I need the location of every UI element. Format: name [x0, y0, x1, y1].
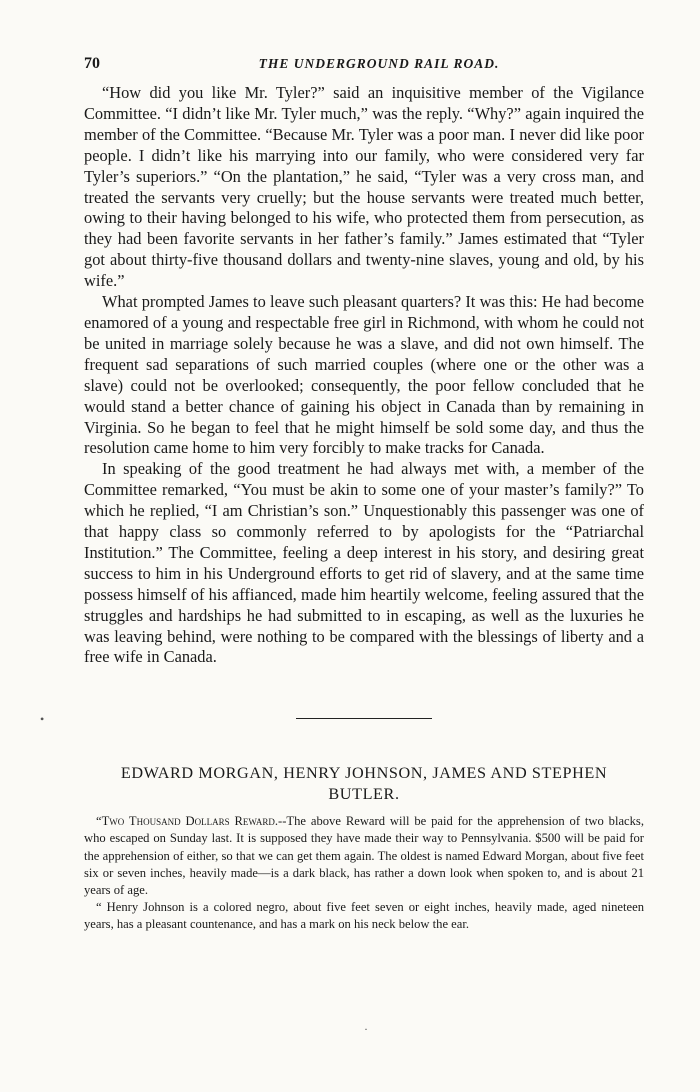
- book-page: [84, 55, 644, 933]
- body-text: [84, 83, 644, 668]
- running-title: THE UNDERGROUND RAIL ROAD.: [258, 56, 500, 71]
- paragraph-tyler: “How did you like Mr. Tyler?” said an inquisitive member of the Vigilance Committee. “I didn’t like Mr. Tyler much,” was the reply. “Why?” again inquired the member of the Committee. “Because Mr. Tyler was a poor man. I never did like poor people. I didn’t like his marrying into our family, who were considered very far Tyler’s superiors.” “On the plantation,” he said, “Tyler was a very cross man, and treated the servants very cruelly; but the house servants were treated much better, owing to their having belonged to his wife, who protected them from persecution, as they had been favorite servants in her father’s family.” James estimated that “Tyler got about thirty-five thousand dollars and twenty-nine slaves, young and old, by his wife.”: [84, 83, 644, 291]
- reward-notice-paragraph-2: “ Henry Johnson is a colored negro, about five feet seven or eight inches, heavily made, aged nineteen years, has a pleasant countenance, and has a mark on his neck below the ear.: [84, 899, 644, 931]
- section-heading: EDWARD MORGAN, HENRY JOHNSON, JAMES AND STEPHEN BUTLER.: [120, 764, 608, 804]
- margin-dot: ·: [364, 1022, 368, 1036]
- reward-notice-lead-in: “Two Thousand Dollars Reward.: [96, 814, 279, 829]
- reward-notice: [84, 813, 644, 933]
- section-divider: [296, 718, 432, 719]
- paragraph-motive: What prompted James to leave such pleasant quarters? It was this: He had become enamored of a young and respectable free girl in Richmond, with whom he could not be united in marriage solely because he was a slave, and did not own himself. The frequent sad separations of such married couples (where one or the other was a slave) could not be overlooked; consequently, the poor fellow concluded that he would stand a better chance of gaining his object in Canada than by remaining in Virginia. So he began to feel that he might himself be sold some day, and thus the resolution came home to him very forcibly to make tracks for Canada.: [84, 292, 644, 458]
- running-head: [84, 55, 644, 83]
- reward-notice-text: --The above Reward will be paid for the apprehension of two blacks, who escaped on Sunday last. It is supposed they have made their way to Pennsylvania. $500 will be paid for the apprehension of either, so that we can get them again. The oldest is named Edward Morgan, about five feet six or seven inches, heavily made—is a dark black, has rather a down look when spoken to, and is about 21 years of age.: [84, 814, 644, 897]
- page-number: 70: [84, 55, 100, 72]
- margin-dot: •: [40, 712, 45, 726]
- paragraph-committee: In speaking of the good treatment he had always met with, a member of the Committee remarked, “You must be akin to some one of your master’s family?” To which he replied, “I am Christian’s son.” Unquestionably this passenger was one of that happy class so commonly referred to by apologists for the “Patriarchal Institution.” The Committee, feeling a deep interest in his story, and desiring great success to him in his Underground efforts to get rid of slavery, and at the same time possess himself of his affianced, made him heartily welcome, feeling assured that the struggles and hardships he had submitted to in escaping, as well as the luxuries he was leaving behind, were nothing to be compared with the blessings of liberty and a free wife in Canada.: [84, 459, 644, 667]
- reward-notice-paragraph-1: [84, 813, 644, 898]
